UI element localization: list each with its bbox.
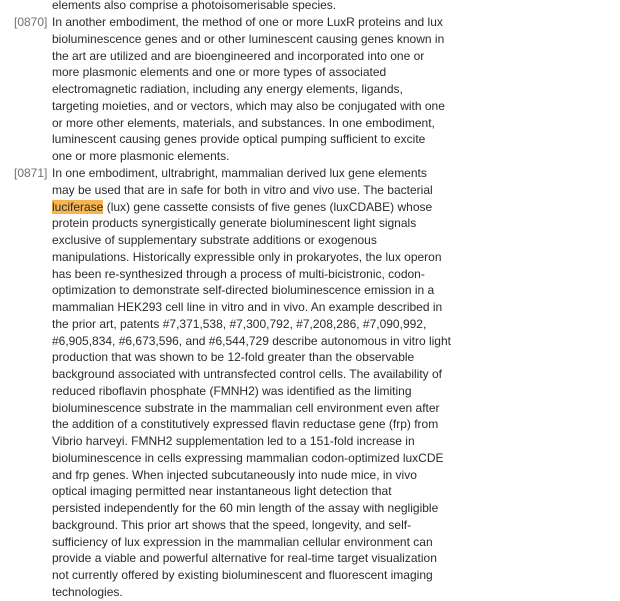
paragraph-line: the art are utilized and are bioengineered and incorporated into one or bbox=[52, 48, 425, 63]
paragraph-line-highlighted bbox=[52, 199, 433, 216]
search-highlight: luciferase bbox=[52, 199, 104, 214]
paragraph-line: or more other elements, materials, and substances. In one embodiment, bbox=[52, 115, 435, 130]
paragraph-line: one or more plasmonic elements. bbox=[52, 149, 230, 163]
paragraph-line: mammalian HEK293 cell line in vitro and in vivo. An example described in bbox=[52, 300, 443, 314]
paragraph-line-rest: (lux) gene cassette consists of five genes (luxCDABE) whose bbox=[103, 199, 433, 214]
paragraph-number: [0871] bbox=[14, 166, 48, 180]
paragraph-line: background associated with untransfected control cells. The availability of bbox=[52, 367, 442, 381]
paragraph-line: reduced riboflavin phosphate (FMNH2) was identified as the limiting bbox=[52, 383, 412, 398]
paragraph-line: the prior art, patents #7,371,538, #7,300,792, #7,208,286, #7,090,992, bbox=[52, 316, 427, 331]
paragraph-line: production that was shown to be 12-fold greater than the observable bbox=[52, 350, 415, 365]
paragraph-line: protein products synergistically generate bioluminescent light signals bbox=[52, 216, 417, 231]
paragraph-line: exclusive of supplementary substrate additions or exogenous bbox=[52, 233, 377, 247]
paragraph-line: In one embodiment, ultrabright, mammalian derived lux gene elements bbox=[52, 166, 427, 180]
paragraph-line: technologies. bbox=[52, 584, 123, 599]
paragraph-line: persisted independently for the 60 min length of the assay with negligible bbox=[52, 501, 439, 515]
paragraph-line: manipulations. Historically expressible only in prokaryotes, the lux operon bbox=[52, 249, 442, 264]
paragraph-line: provide a viable and powerful alternative for real-time target visualization bbox=[52, 551, 437, 566]
paragraph-number: [0870] bbox=[14, 15, 48, 29]
paragraph-line: electromagnetic radiation, including any energy elements, ligands, bbox=[52, 82, 403, 96]
paragraph-line: and frp genes. When injected subcutaneously into nude mice, in vivo bbox=[52, 467, 417, 482]
paragraph-line: more plasmonic elements and one or more types of associated bbox=[52, 65, 387, 80]
paragraph-line: targeting moieties, and or vectors, which may also be conjugated with one bbox=[52, 98, 445, 113]
paragraph-body bbox=[52, 14, 445, 165]
paragraph-line: has been re-synthesized through a process of multi-bicistronic, codon- bbox=[52, 266, 425, 281]
paragraph-line: background. This prior art shows that the speed, longevity, and self- bbox=[52, 517, 412, 532]
paragraph-line: optimization to demonstrate self-directed bioluminescence emission in a bbox=[52, 283, 435, 298]
paragraph-line: the addition of a constitutively expressed flavin reductase gene (frp) from bbox=[52, 417, 439, 432]
paragraph-line: bioluminescence substrate in the mammalian cell environment even after bbox=[52, 400, 440, 415]
paragraph-line: #6,905,834, #6,673,596, and #6,544,729 describe autonomous in vitro light bbox=[52, 333, 451, 348]
paragraph-line: bioluminescence genes and or other luminescent causing genes known in bbox=[52, 31, 445, 46]
paragraph-line: optical imaging permitted near instantaneous light detection that bbox=[52, 484, 392, 499]
paragraph-line: not currently offered by existing bioluminescent and fluorescent imaging bbox=[52, 568, 433, 582]
paragraph-body bbox=[52, 165, 451, 601]
paragraph-line: may be used that are in safe for both in vitro and vivo use. The bacterial bbox=[52, 182, 433, 197]
lead-line bbox=[52, 0, 420, 14]
paragraph-line: Vibrio harveyi. FMNH2 supplementation led to a 151-fold increase in bbox=[52, 434, 415, 448]
paragraph-line: sufficiency of lux expression in the mammalian cellular environment can bbox=[52, 534, 433, 549]
paragraph-line: bioluminescence in cells expressing mammalian codon-optimized luxCDE bbox=[52, 450, 444, 465]
paragraph-line: luminescent causing genes provide optical pumping sufficient to excite bbox=[52, 132, 426, 147]
paragraph-line: In another embodiment, the method of one or more LuxR proteins and lux bbox=[52, 15, 443, 29]
lead-text: elements also comprise a photoisomerisable species. bbox=[52, 0, 337, 12]
